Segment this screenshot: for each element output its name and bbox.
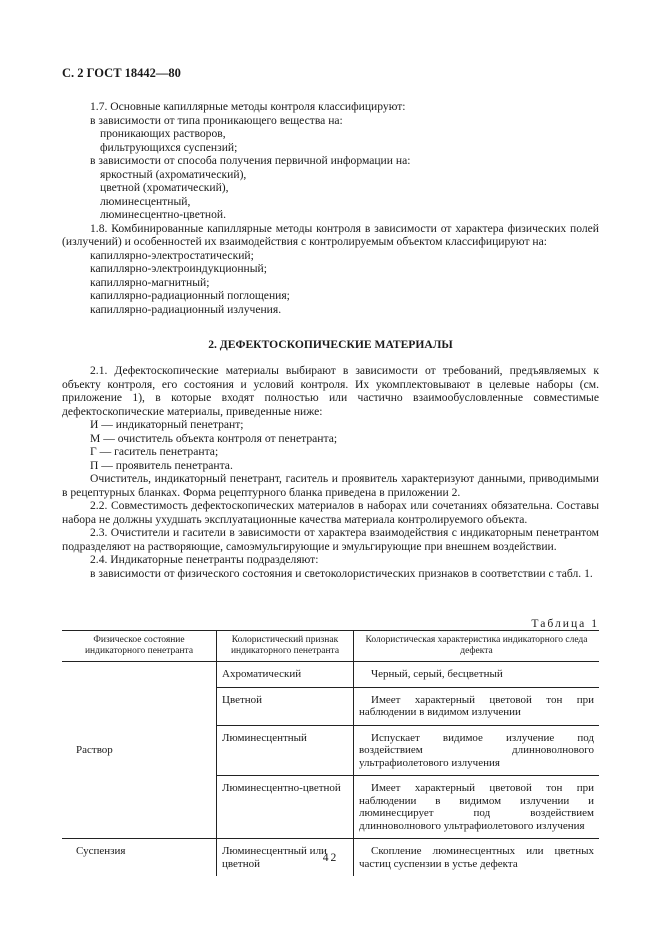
- table-cell-state: Суспензия: [62, 839, 217, 877]
- table-cell-description: Имеет характерный цветовой тон при наблюдении в видимом излучении: [354, 687, 600, 725]
- list-item: фильтрующихся суспензий;: [100, 140, 238, 154]
- clause-2-2-text: 2.2. Совместимость дефектоскопических материалов в наборах или сочетаниях обязательна. Составы набора не должны ухудшать эксплуатационные качества материала контролируемого объекта.: [62, 499, 599, 526]
- list-item: И — индикаторный пенетрант;: [90, 418, 244, 431]
- table-cell-feature: Люминесцентно-цветной: [217, 776, 354, 839]
- table-row: [62, 662, 599, 688]
- table-caption: Таблица 1: [531, 617, 599, 630]
- table-cell-description: Скопление люминесцентных или цветных частиц суспензии в устье дефекта: [354, 839, 600, 877]
- list-item: проникающих растворов,: [100, 127, 226, 140]
- list-item: капиллярно-радиационный поглощения;: [90, 289, 290, 302]
- clause-2-4-text: [62, 567, 599, 581]
- page-header: С. 2 ГОСТ 18442—80: [62, 66, 181, 80]
- section-2-body: [62, 364, 599, 580]
- list-item: яркостный (ахроматический),: [100, 167, 247, 181]
- table-cell-feature: Люминесцентный: [217, 725, 354, 776]
- table-header-feature: Колористический признак индикаторного пенетранта: [217, 631, 354, 662]
- list-item: капиллярно-магнитный;: [90, 275, 210, 289]
- table-header-description: Колористическая характеристика индикаторного следа дефекта: [354, 631, 600, 662]
- clause-1-7: [62, 100, 599, 316]
- clause-1-7-intro: 1.7. Основные капиллярные методы контроля классифицируют:: [90, 100, 406, 113]
- clause-2-1-after: Очиститель, индикаторный пенетрант, гаситель и проявитель характеризуют данными, приводимыми в рецептурных бланках. Форма рецептурного бланка приведена в приложении 2.: [62, 472, 599, 499]
- table-cell-description: Имеет характерный цветовой тон при наблюдении в видимом излучении и люминесцирует под воздействием длинноволнового ультрафиолетового излучения: [354, 776, 600, 839]
- table-cell-description: Испускает видимое излучение под воздействием длинноволнового ультрафиолетового излучения: [354, 725, 600, 776]
- list-item: М — очиститель объекта контроля от пенетранта;: [90, 431, 338, 445]
- table-header-state: Физическое состояние индикаторного пенетранта: [62, 631, 217, 662]
- clause-2-4-intro: 2.4. Индикаторные пенетранты подразделяют:: [90, 553, 319, 566]
- table-cell-state: Раствор: [76, 743, 113, 756]
- clause-1-7-a-label: в зависимости от типа проникающего вещества на:: [90, 113, 343, 127]
- table-cell-description: Черный, серый, бесцветный: [354, 662, 600, 688]
- clause-1-8-text: 1.8. Комбинированные капиллярные методы контроля в зависимости от характера физических полей (излучений) и особенностей их взаимодействия с контролируемым объектом классифицируют на:: [62, 221, 599, 248]
- table-header-row: [62, 631, 599, 662]
- table-cell-feature: Ахроматический: [217, 662, 354, 688]
- list-item: капиллярно-электростатический;: [90, 248, 254, 262]
- section-2-title: 2. ДЕФЕКТОСКОПИЧЕСКИЕ МАТЕРИАЛЫ: [208, 338, 453, 351]
- list-item: люминесцентный,: [100, 194, 191, 208]
- list-item: Г — гаситель пенетранта;: [90, 445, 219, 458]
- clause-1-7-b-label: в зависимости от способа получения первичной информации на:: [90, 154, 411, 167]
- list-item: люминесцентно-цветной.: [100, 208, 227, 221]
- table-cell-feature: Цветной: [217, 687, 354, 725]
- clause-2-4-text-content: в зависимости от физического состояния и светоколористических признаков в соответствии с табл. 1.: [90, 566, 593, 580]
- list-item: цветной (хроматический),: [100, 181, 229, 194]
- table-1: [62, 630, 599, 876]
- clause-2-3-text: 2.3. Очистители и гасители в зависимости от характера взаимодействия с индикаторным пенетрантом подразделяют на растворяющие, самоэмульгирующие и эмульгирующие при внешнем воздействии.: [62, 526, 599, 553]
- clause-2-1-text: 2.1. Дефектоскопические материалы выбирают в зависимости от требований, предъявляемых к объекту контроля, его состояния и условий контроля. Их укомплектовывают в целевые наборы (см. приложение 1), в которые входят полностью или частично взаимообусловленные совместимые дефектоскопические материалы, приведенные ниже:: [62, 364, 599, 418]
- list-item: капиллярно-электроиндукционный;: [90, 262, 267, 275]
- table-cell-feature: Люминесцентный или цветной: [217, 839, 354, 877]
- page-number: 42: [322, 851, 339, 864]
- list-item: П — проявитель пенетранта.: [90, 458, 233, 472]
- list-item: капиллярно-радиационный излучения.: [90, 302, 282, 316]
